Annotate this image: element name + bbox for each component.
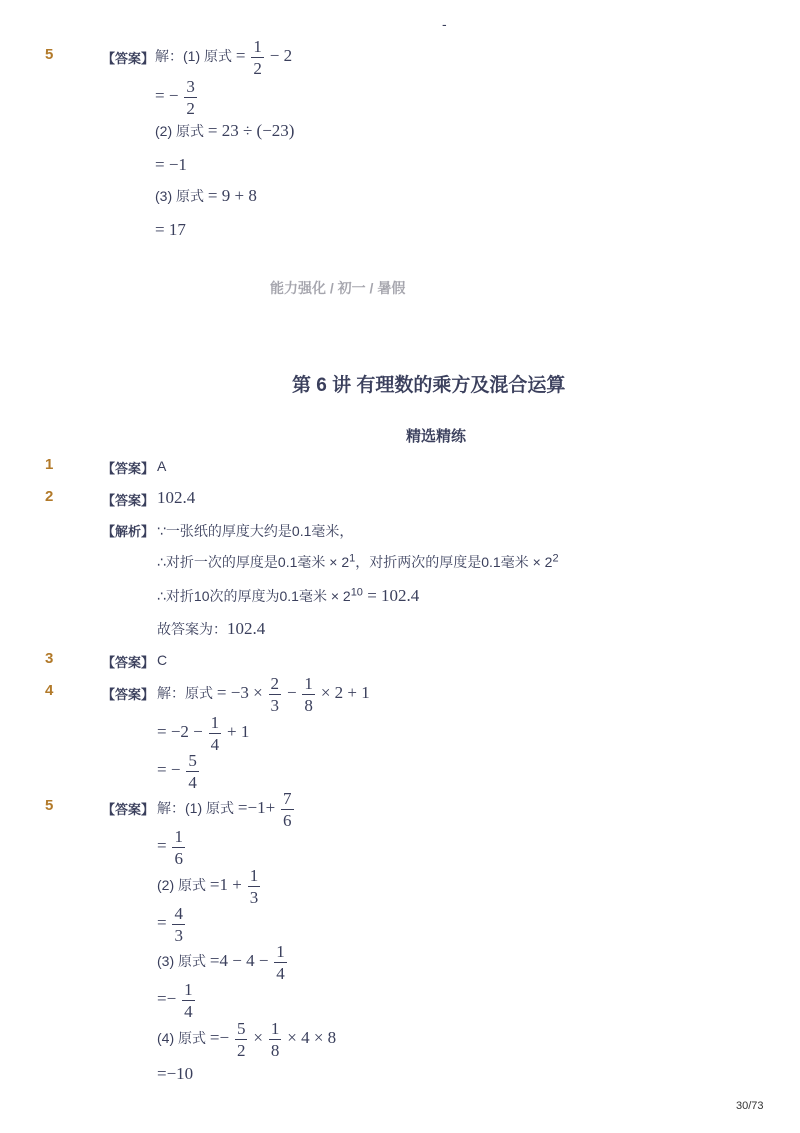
numerator: 5 — [236, 1019, 246, 1038]
fraction — [269, 1020, 282, 1059]
denominator: 4 — [210, 735, 220, 754]
numerator: 1 — [184, 980, 193, 999]
math-expression: = − — [157, 760, 181, 780]
analysis-line: ∵一张纸的厚度大约是0.1毫米， — [157, 523, 354, 539]
answer-line — [155, 121, 294, 141]
denominator: 2 — [186, 99, 195, 118]
fraction — [235, 1020, 248, 1059]
text-segment: ∴对折10次的厚度为0.1毫米 × 2 — [157, 588, 351, 604]
section-footer: 能力强化 / 初一 / 暑假 — [270, 280, 406, 296]
analysis-line — [157, 619, 265, 639]
answer-tag: 【答案】 — [102, 51, 155, 66]
numerator: 2 — [270, 674, 280, 693]
math-expression: × 4 × 8 — [287, 1028, 337, 1048]
answer-line — [157, 1020, 336, 1059]
numerator: 5 — [188, 751, 197, 770]
answer-tag: 【答案】 — [102, 802, 155, 817]
denominator: 3 — [270, 696, 280, 715]
line-prefix: (2) 原式 — [157, 877, 206, 894]
math-expression: = 9 + 8 — [207, 186, 257, 205]
fraction — [248, 867, 261, 906]
answer-tag: 【答案】 — [102, 687, 155, 702]
fraction — [182, 981, 195, 1020]
math-expression: × 2 + 1 — [320, 683, 370, 703]
top-mark: - — [442, 16, 447, 32]
answer-value: A — [157, 458, 167, 474]
numerator: 7 — [283, 789, 292, 808]
answer-line — [157, 714, 249, 753]
numerator: 1 — [210, 713, 220, 732]
answer-line — [157, 867, 262, 906]
math-expression: =4 − 4 − — [209, 951, 269, 971]
denominator: 2 — [253, 59, 262, 78]
line-prefix: 解：(1) 原式 — [157, 800, 234, 817]
analysis-tag: 【解析】 — [102, 524, 155, 539]
math-expression: = − — [155, 86, 179, 106]
denominator: 3 — [174, 926, 183, 945]
math-expression: = — [157, 836, 167, 856]
fraction — [251, 38, 264, 77]
answer-line — [155, 78, 199, 117]
math-expression: = — [157, 913, 167, 933]
denominator: 3 — [249, 888, 259, 907]
numerator: 1 — [276, 942, 285, 961]
line-prefix: (2) 原式 — [155, 123, 204, 139]
fraction — [269, 675, 282, 714]
math-expression: − — [286, 683, 297, 703]
line-prefix: (3) 原式 — [157, 953, 206, 970]
denominator: 2 — [236, 1041, 246, 1060]
line-prefix: 解：(1) 原式 — [155, 48, 232, 65]
exponent: 10 — [350, 586, 363, 599]
numerator: 1 — [249, 866, 259, 885]
answer-value: C — [157, 652, 168, 668]
line-prefix: 解：原式 — [157, 685, 213, 702]
math-expression: 102.4 — [227, 619, 266, 638]
math-expression: = 17 — [155, 220, 186, 239]
fraction — [209, 714, 222, 753]
math-expression: + 1 — [227, 722, 250, 742]
answer-line — [157, 828, 187, 867]
question-number: 2 — [45, 488, 54, 505]
denominator: 6 — [174, 849, 183, 868]
math-expression: =1 + — [209, 875, 242, 895]
math-expression: = 102.4 — [362, 586, 420, 605]
fraction — [281, 790, 294, 829]
answer-value: 102.4 — [157, 488, 196, 507]
math-expression: =−1+ — [237, 798, 276, 818]
denominator: 4 — [188, 773, 197, 792]
numerator: 1 — [174, 827, 183, 846]
math-expression: − 2 — [269, 46, 293, 66]
analysis-line — [157, 552, 559, 572]
exponent: 1 — [349, 552, 356, 565]
analysis-line — [157, 586, 419, 606]
numerator: 4 — [174, 904, 183, 923]
exponent: 2 — [552, 552, 559, 565]
math-expression: =−10 — [157, 1064, 194, 1083]
fraction — [172, 828, 185, 867]
answer-line — [157, 752, 201, 791]
denominator: 4 — [276, 964, 285, 983]
line-prefix: (4) 原式 — [157, 1030, 206, 1047]
section-subtitle: 精选精练 — [406, 428, 467, 445]
numerator: 3 — [186, 77, 195, 96]
math-expression: = −3 × — [216, 683, 263, 703]
denominator: 8 — [304, 696, 313, 715]
page-number: 30/73 — [736, 1100, 764, 1112]
numerator: 1 — [270, 1019, 280, 1038]
math-expression: = −2 − — [157, 722, 203, 742]
fraction — [302, 675, 315, 714]
answer-line — [157, 981, 197, 1020]
answer-tag: 【答案】 — [102, 461, 155, 476]
text-segment: 故答案为： — [157, 621, 227, 637]
math-expression: =− — [157, 989, 177, 1009]
answer-tag: 【答案】 — [102, 655, 155, 670]
answer-line — [157, 943, 289, 982]
denominator: 4 — [184, 1002, 193, 1021]
numerator: 1 — [253, 37, 262, 56]
numerator: 1 — [304, 674, 313, 693]
answer-tag: 【答案】 — [102, 493, 155, 508]
math-expression: × — [253, 1028, 263, 1048]
math-expression: = −1 — [155, 155, 187, 174]
text-segment: ，对折两次的厚度是0.1毫米 × 2 — [355, 554, 553, 570]
denominator: 6 — [283, 811, 292, 830]
fraction — [274, 943, 287, 982]
fraction — [184, 78, 197, 117]
denominator: 8 — [270, 1041, 280, 1060]
fraction — [172, 905, 185, 944]
answer-line — [157, 675, 370, 714]
answer-line — [157, 790, 296, 829]
question-number: 1 — [45, 456, 54, 473]
question-number: 3 — [45, 650, 54, 667]
math-expression: =− — [209, 1028, 230, 1048]
question-number: 5 — [45, 797, 54, 814]
chapter-title: 第 6 讲 有理数的乘方及混合运算 — [292, 375, 566, 396]
text-segment: ∴对折一次的厚度是0.1毫米 × 2 — [157, 554, 350, 570]
question-number: 4 — [45, 682, 54, 699]
answer-line — [155, 186, 257, 206]
math-equals: = — [235, 46, 246, 66]
line-prefix: (3) 原式 — [155, 188, 204, 204]
answer-line — [155, 38, 292, 77]
math-expression: = 23 ÷ (−23) — [207, 121, 295, 140]
question-number: 5 — [45, 46, 54, 63]
fraction — [186, 752, 199, 791]
answer-line — [157, 905, 187, 944]
